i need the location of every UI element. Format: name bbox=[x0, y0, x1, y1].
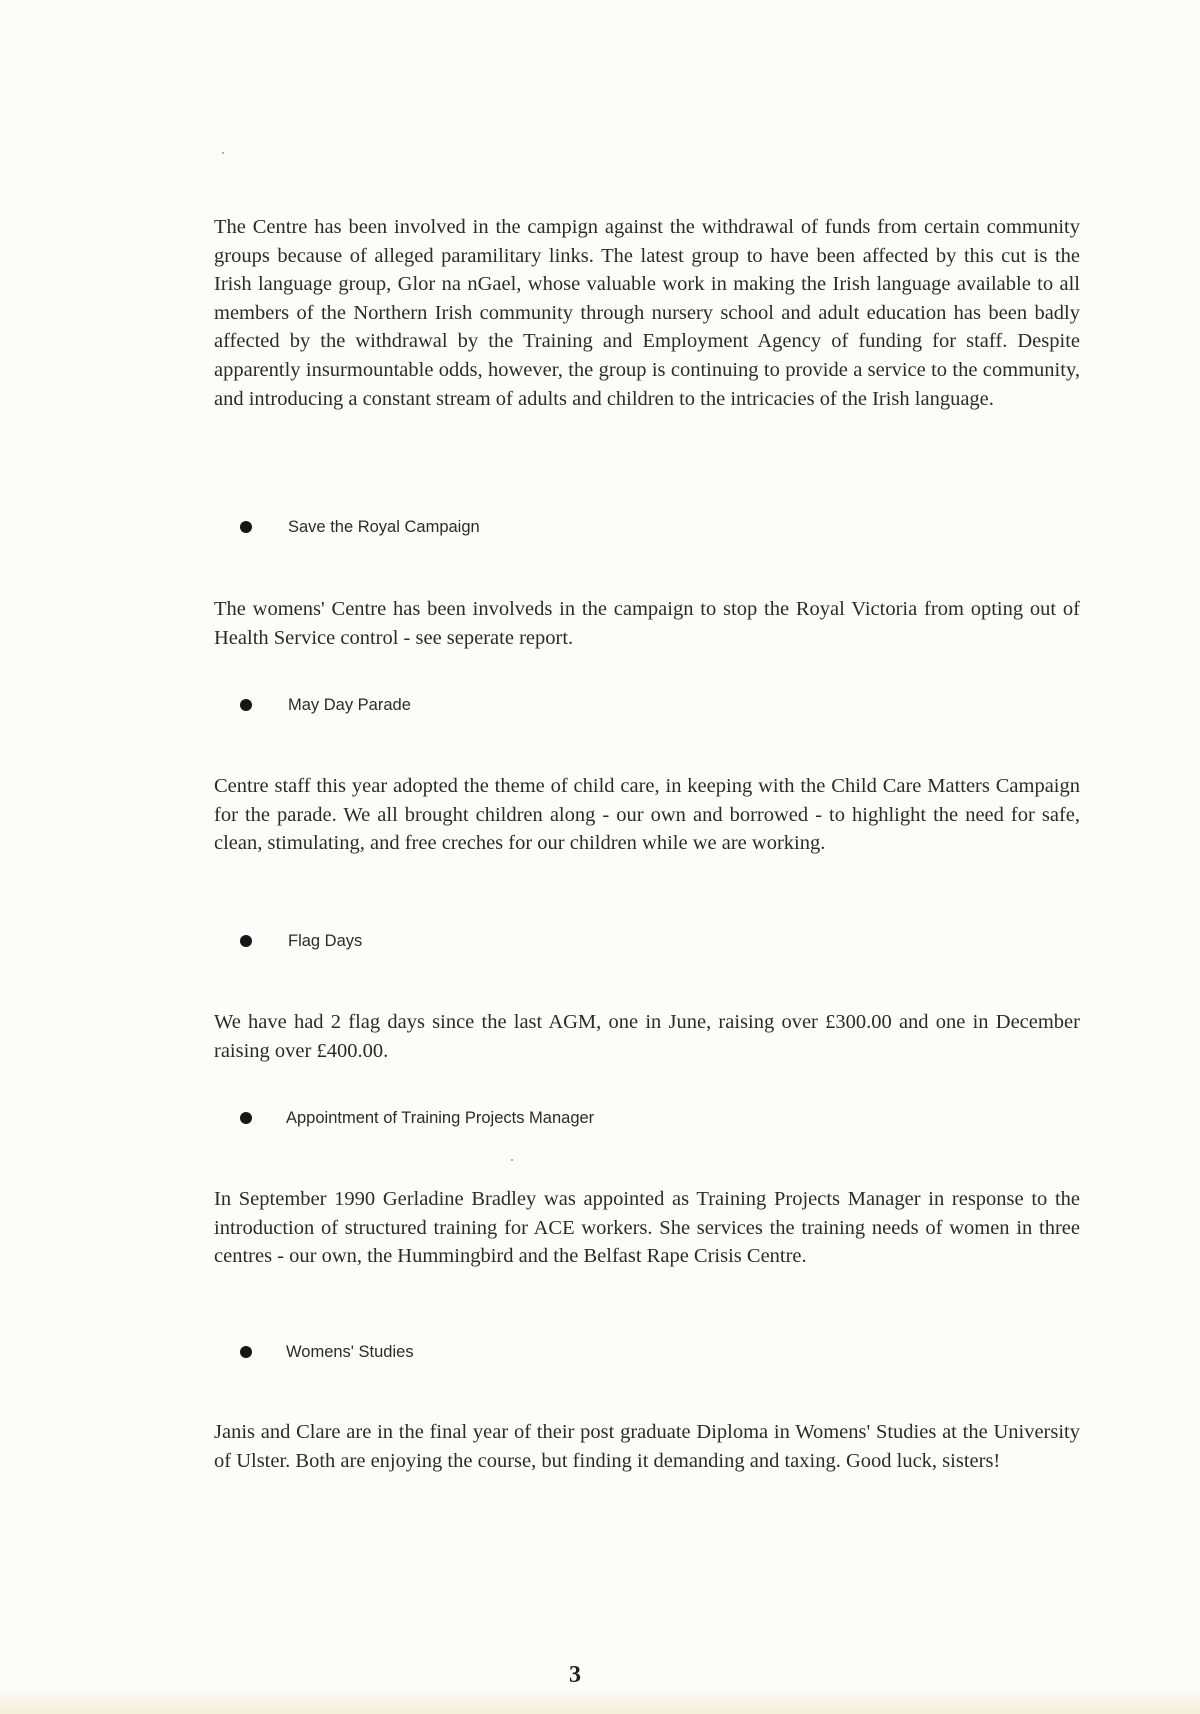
bullet-heading-training-projects-manager bbox=[240, 1105, 594, 1131]
bullet-heading-flag-days bbox=[240, 928, 362, 954]
paper-edge-tint bbox=[0, 1688, 1200, 1714]
bullet-heading-label: Womens' Studies bbox=[286, 1342, 414, 1361]
bullet-heading-label: May Day Parade bbox=[288, 695, 411, 714]
section-paragraph-glor-na-ngael: The Centre has been involved in the campign against the withdrawal of funds from certain community groups because of alleged paramilitary links. The latest group to have been affected by this cut is the Irish language group, Glor na nGael, whose valuable work in making the Irish language available to all members of the Northern Irish community through nursery school and adult education has been badly affected by the withdrawal by the Training and Employment Agency of funding for staff. Despite apparently insurmountable odds, however, the group is continuing to provide a service to the community, and introducing a constant stream of adults and children to the intricacies of the Irish language. bbox=[214, 216, 1080, 410]
bullet-icon bbox=[240, 699, 252, 711]
bullet-heading-save-the-royal bbox=[240, 514, 480, 540]
bullet-icon bbox=[240, 1346, 252, 1358]
bullet-heading-label: Appointment of Training Projects Manager bbox=[286, 1108, 595, 1127]
bullet-heading-label: Save the Royal Campaign bbox=[288, 517, 480, 536]
section-paragraph-womens-studies: Janis and Clare are in the final year of their post graduate Diploma in Womens' Studies at the University of Ulster. Both are enjoying the course, but finding it demanding and taxing. Good luck, sisters! bbox=[214, 1421, 1080, 1472]
scan-speck bbox=[222, 152, 224, 154]
section-paragraph-may-day-parade: Centre staff this year adopted the theme of child care, in keeping with the Child Care Matters Campaign for the parade. We all brought children along - our own and borrowed - to highlight the need for safe, clean, stimulating, and free creches for our children while we are working. bbox=[214, 775, 1080, 855]
bullet-heading-label: Flag Days bbox=[288, 931, 363, 950]
page-number: 3 bbox=[569, 1662, 581, 1688]
section-paragraph-save-the-royal: The womens' Centre has been involveds in the campaign to stop the Royal Victoria from opting out of Health Service control - see seperate report. bbox=[214, 598, 1080, 649]
bullet-icon bbox=[240, 521, 252, 533]
bullet-icon bbox=[240, 1112, 252, 1124]
bullet-icon bbox=[240, 935, 252, 947]
bullet-heading-may-day-parade bbox=[240, 692, 411, 718]
bullet-heading-womens-studies bbox=[240, 1339, 414, 1365]
scan-speck bbox=[511, 1159, 513, 1161]
section-paragraph-flag-days: We have had 2 flag days since the last AGM, one in June, raising over £300.00 and one in December raising over £400.00. bbox=[214, 1011, 1080, 1062]
section-paragraph-training-projects-manager: In September 1990 Gerladine Bradley was appointed as Training Projects Manager in response to the introduction of structured training for ACE workers. She services the training needs of women in three centres - our own, the Hummingbird and the Belfast Rape Crisis Centre. bbox=[214, 1188, 1080, 1268]
